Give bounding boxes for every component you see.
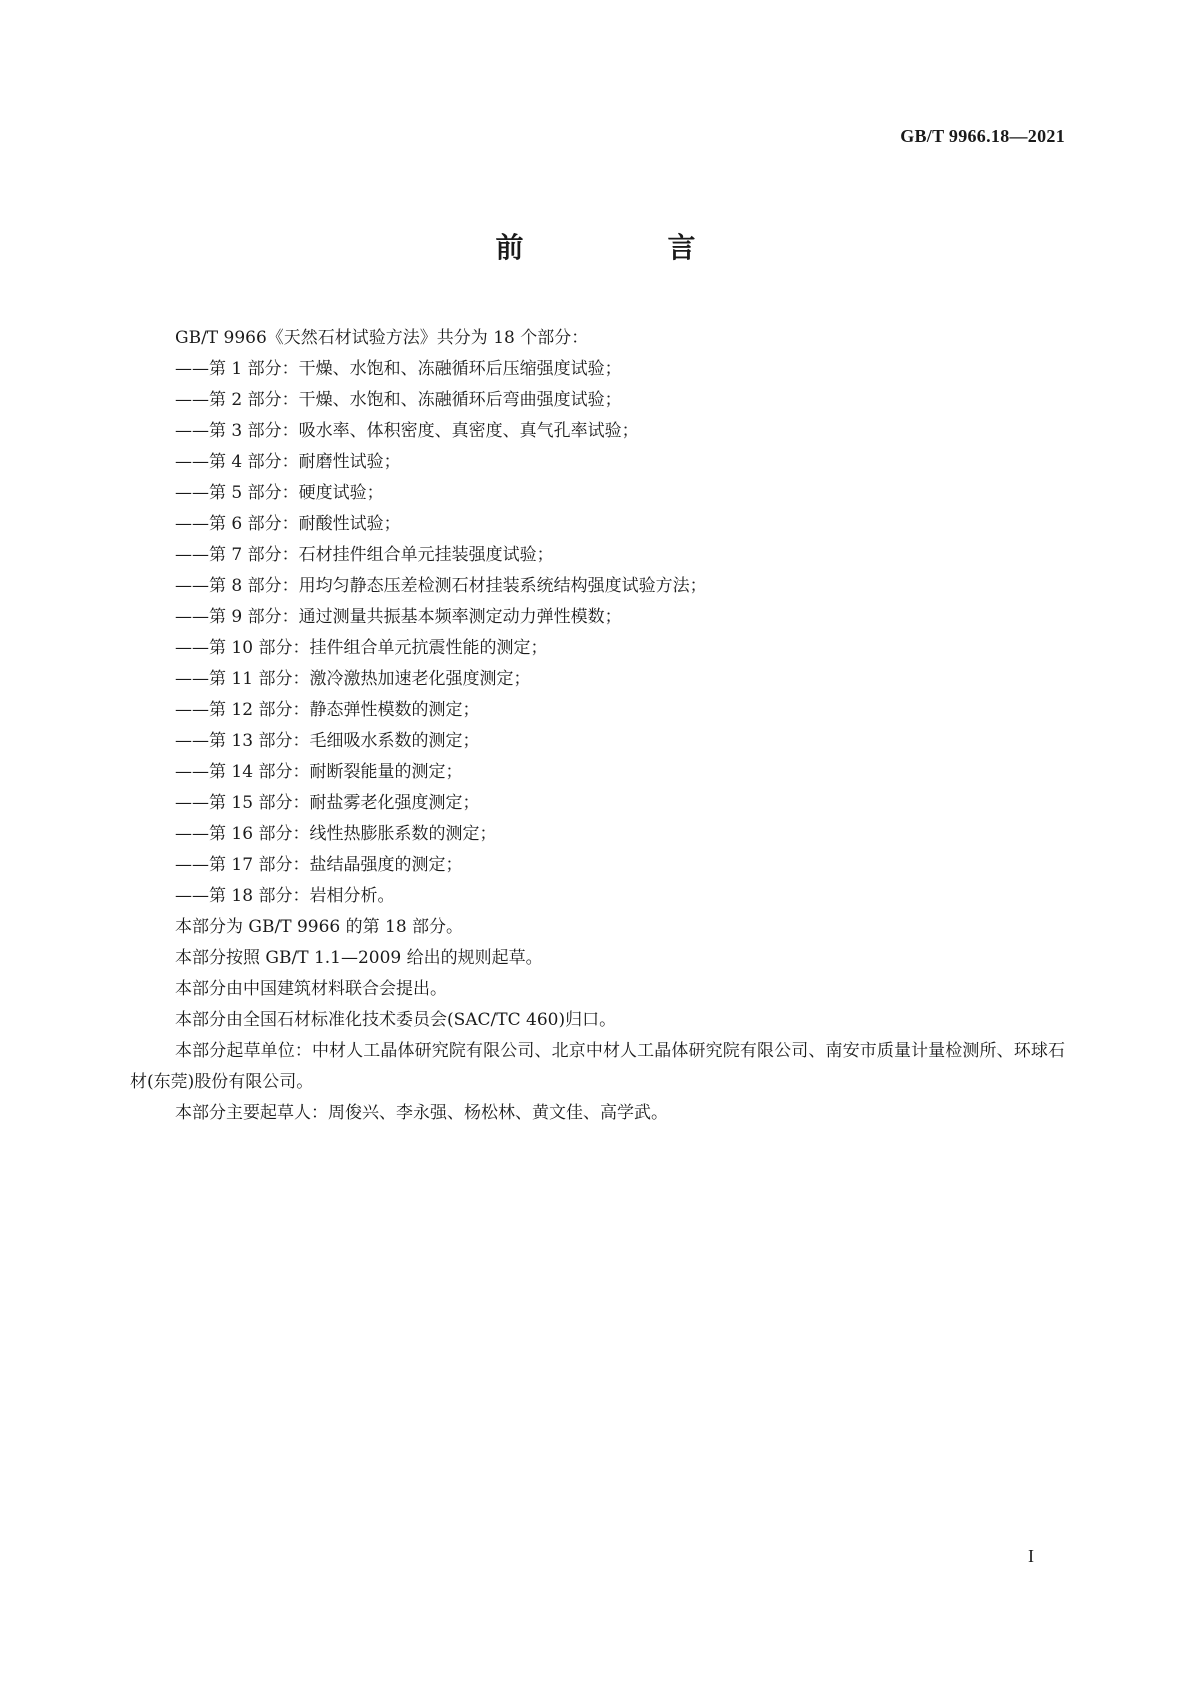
paragraph: 本部分由中国建筑材料联合会提出。 bbox=[175, 979, 447, 999]
part-item: ——第 10 部分：挂件组合单元抗震性能的测定； bbox=[175, 638, 548, 658]
part-item: ——第 2 部分：干燥、水饱和、冻融循环后弯曲强度试验； bbox=[175, 390, 622, 410]
part-item: ——第 18 部分：岩相分析。 bbox=[175, 886, 395, 906]
part-item: ——第 4 部分：耐磨性试验； bbox=[175, 452, 401, 472]
part-item: ——第 3 部分：吸水率、体积密度、真密度、真气孔率试验； bbox=[175, 421, 639, 441]
part-item: ——第 16 部分：线性热膨胀系数的测定； bbox=[175, 824, 497, 844]
document-body bbox=[130, 323, 1065, 1129]
part-item: ——第 8 部分：用均匀静态压差检测石材挂装系统结构强度试验方法； bbox=[175, 576, 707, 596]
part-item: ——第 5 部分：硬度试验； bbox=[175, 483, 384, 503]
part-item: ——第 17 部分：盐结晶强度的测定； bbox=[175, 855, 463, 875]
drafting-units-paragraph: 本部分起草单位：中材人工晶体研究院有限公司、北京中材人工晶体研究院有限公司、南安市质量计量检测所、环球石材(东莞)股份有限公司。 bbox=[130, 1041, 1065, 1092]
part-item: ——第 9 部分：通过测量共振基本频率测定动力弹性模数； bbox=[175, 607, 622, 627]
page-number: I bbox=[1028, 1546, 1034, 1566]
paragraph: 本部分按照 GB/T 1.1—2009 给出的规则起草。 bbox=[175, 948, 543, 968]
part-item: ——第 14 部分：耐断裂能量的测定； bbox=[175, 762, 463, 782]
part-item: ——第 12 部分：静态弹性模数的测定； bbox=[175, 700, 480, 720]
paragraph: 本部分由全国石材标准化技术委员会(SAC/TC 460)归口。 bbox=[175, 1010, 617, 1030]
part-item: ——第 1 部分：干燥、水饱和、冻融循环后压缩强度试验； bbox=[175, 359, 622, 379]
paragraph: 本部分为 GB/T 9966 的第 18 部分。 bbox=[175, 917, 464, 937]
part-item: ——第 6 部分：耐酸性试验； bbox=[175, 514, 401, 534]
drafters-paragraph: 本部分主要起草人：周俊兴、李永强、杨松林、黄文佳、高学武。 bbox=[175, 1103, 668, 1123]
intro-line: GB/T 9966《天然石材试验方法》共分为 18 个部分： bbox=[175, 328, 589, 348]
standard-code: GB/T 9966.18—2021 bbox=[900, 126, 1065, 146]
part-item: ——第 7 部分：石材挂件组合单元挂装强度试验； bbox=[175, 545, 554, 565]
part-item: ——第 11 部分：激冷激热加速老化强度测定； bbox=[175, 669, 531, 689]
part-item: ——第 13 部分：毛细吸水系数的测定； bbox=[175, 731, 480, 751]
part-item: ——第 15 部分：耐盐雾老化强度测定； bbox=[175, 793, 480, 813]
page-title: 前 言 bbox=[495, 231, 754, 264]
